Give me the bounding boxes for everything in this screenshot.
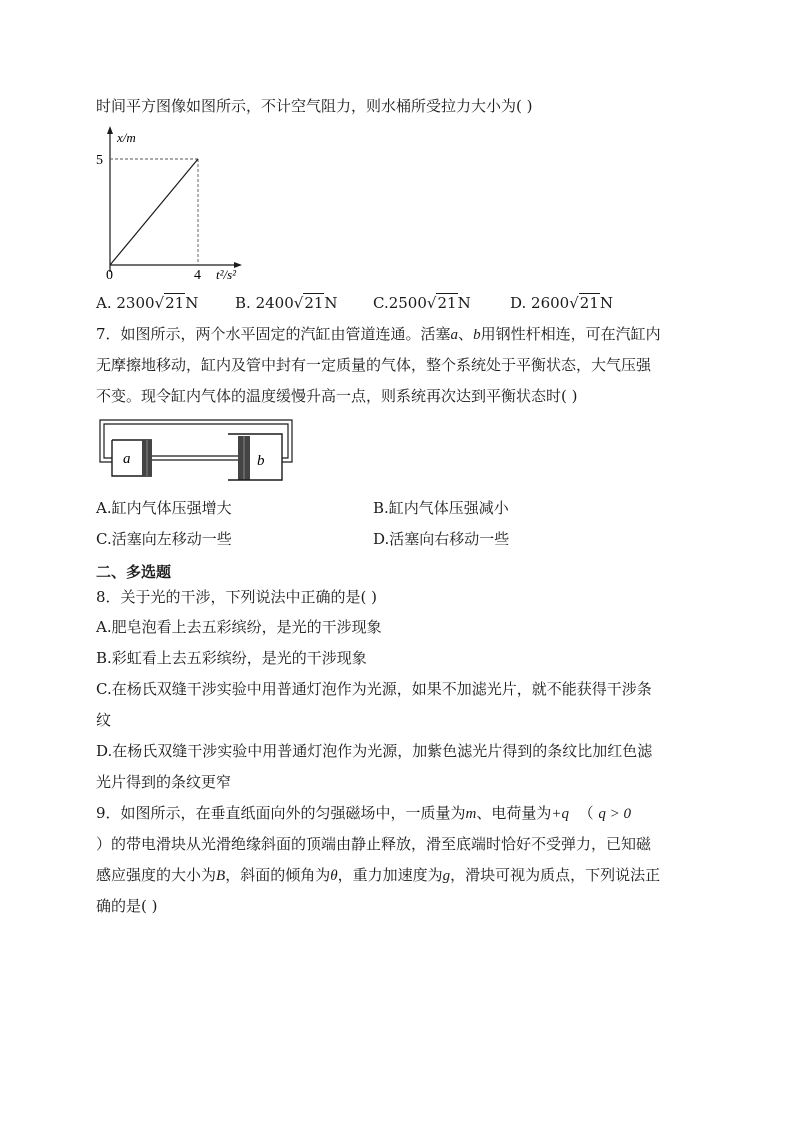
q9-stem-line-2: ）的带电滑块从光滑绝缘斜面的顶端由静止释放，滑至底端时恰好不受弹力，已知磁 bbox=[96, 835, 652, 853]
q7-option-a: A.缸内气体压强增大 bbox=[96, 499, 232, 517]
q6-option-c: C.2500√21N bbox=[373, 294, 471, 312]
q6-y-axis-label: x/m bbox=[117, 130, 136, 145]
q9-stem-line-1: 9．如图所示，在垂直纸面向外的匀强磁场中，一质量为m、电荷量为+q （ q > 0 bbox=[96, 804, 631, 822]
q6-option-a: A. 2300√21N bbox=[96, 294, 199, 312]
q8-option-d-line-2: 光片得到的条纹更窄 bbox=[96, 773, 232, 791]
q8-option-c-line-1: C.在杨氏双缝干涉实验中用普通灯泡作为光源，如果不加滤光片，就不能获得干涉条 bbox=[96, 680, 652, 698]
q6-option-d: D. 2600√21N bbox=[510, 294, 614, 312]
q6-y-tick: 5 bbox=[96, 153, 103, 168]
q8-option-b: B.彩虹看上去五彩缤纷，是光的干涉现象 bbox=[96, 649, 367, 667]
q8-stem: 8．关于光的干涉，下列说法中正确的是( ) bbox=[96, 588, 378, 606]
q8-option-c-line-2: 纹 bbox=[96, 711, 112, 729]
q9-stem-line-3: 感应强度的大小为B，斜面的倾角为θ，重力加速度为g，滑块可视为质点，下列说法正 bbox=[96, 866, 661, 884]
q7-label-a: a bbox=[123, 451, 131, 467]
q7-label-b: b bbox=[257, 453, 265, 469]
q6-option-b: B. 2400√21N bbox=[235, 294, 338, 312]
q7-option-b: B.缸内气体压强减小 bbox=[373, 499, 509, 517]
q6-x-t2-graph bbox=[90, 124, 260, 284]
q7-option-c: C.活塞向左移动一些 bbox=[96, 530, 232, 548]
q6-origin-label: 0 bbox=[106, 268, 113, 283]
sqrt-symbol: √21 bbox=[293, 294, 324, 312]
q6-x-axis-label: t²/s² bbox=[216, 267, 237, 282]
q6-x-tick: 4 bbox=[194, 268, 201, 283]
q6-stem-tail: 时间平方图像如图所示，不计空气阻力，则水桶所受拉力大小为( ) bbox=[96, 97, 533, 115]
sqrt-symbol: √21 bbox=[426, 294, 457, 312]
section-heading-multiple-choice: 二、多选题 bbox=[96, 563, 172, 581]
q8-option-a: A.肥皂泡看上去五彩缤纷，是光的干涉现象 bbox=[96, 618, 382, 636]
q7-stem-line-2: 无摩擦地移动，缸内及管中封有一定质量的气体，整个系统处于平衡状态，大气压强 bbox=[96, 356, 652, 374]
q9-stem-line-4: 确的是( ) bbox=[96, 897, 158, 915]
q7-stem-line-1: 7．如图所示，两个水平固定的汽缸由管道连通。活塞a、b用钢性杆相连，可在汽缸内 bbox=[96, 325, 661, 343]
sqrt-symbol: √21 bbox=[154, 294, 185, 312]
q7-cylinder-figure bbox=[96, 418, 296, 482]
q8-option-d-line-1: D.在杨氏双缝干涉实验中用普通灯泡作为光源，加紫色滤光片得到的条纹比加红色滤 bbox=[96, 742, 653, 760]
sqrt-symbol: √21 bbox=[569, 294, 599, 312]
q7-option-d: D.活塞向右移动一些 bbox=[373, 530, 510, 548]
q7-stem-line-3: 不变。现令缸内气体的温度缓慢升高一点，则系统再次达到平衡状态时( ) bbox=[96, 387, 578, 405]
